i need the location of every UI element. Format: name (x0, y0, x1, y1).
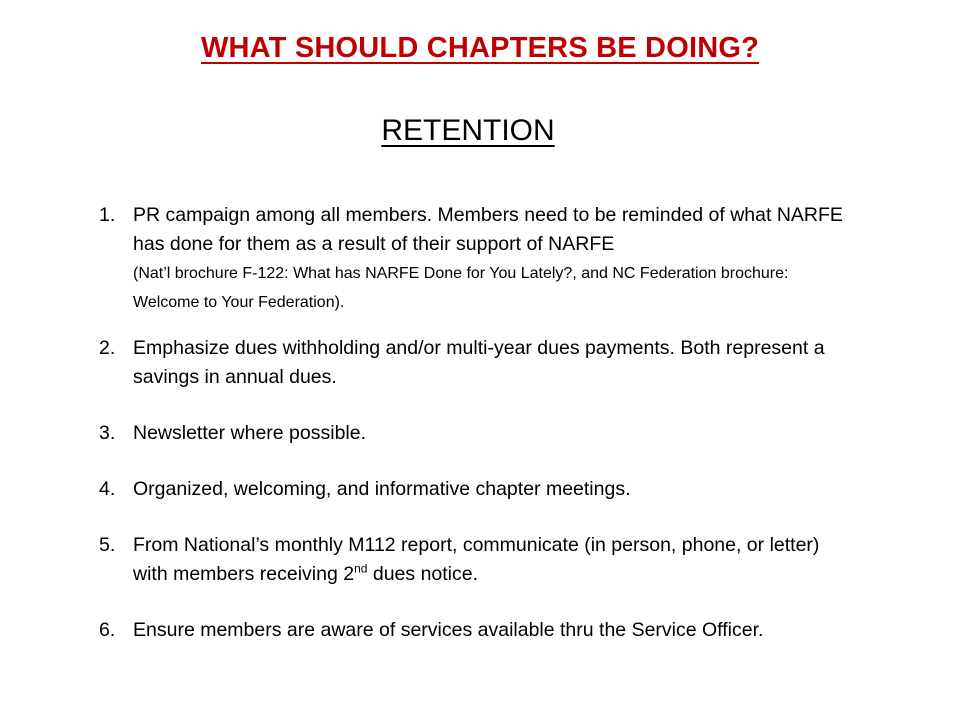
list-item (99, 616, 859, 645)
list-item (99, 531, 859, 589)
list-item-text: Ensure members are aware of services available thru the Service Officer. (133, 619, 764, 641)
list-item-text: From National’s monthly M112 report, communicate (in person, phone, or letter) with members receiving 2 (133, 534, 820, 585)
list-item-text: PR campaign among all members. Members need to be reminded of what NARFE has done for them as a result of their support of NARFE (133, 204, 843, 255)
list-item (99, 201, 859, 317)
retention-list (99, 201, 859, 645)
list-item-note: (Nat’l brochure F-122: What has NARFE Done for You Lately?, and NC Federation brochure: Welcome to Your Federation). (133, 265, 789, 311)
ordinal-superscript: nd (354, 561, 368, 576)
list-item (99, 475, 859, 504)
list-item-number: 3. (99, 422, 116, 444)
list-item (99, 334, 859, 392)
list-item-text-continued: dues notice. (367, 563, 479, 585)
list-item-number: 6. (99, 619, 116, 641)
list-item-number: 5. (99, 534, 116, 556)
slide-title: WHAT SHOULD CHAPTERS BE DOING? (200, 32, 760, 64)
slide-subtitle: RETENTION (381, 114, 555, 147)
list-item (99, 419, 859, 448)
list-item-text: Organized, welcoming, and informative chapter meetings. (133, 478, 631, 500)
list-item-text: Emphasize dues withholding and/or multi-year dues payments. Both represent a savings in annual dues. (133, 337, 825, 388)
list-item-number: 1. (99, 204, 116, 226)
list-item-number: 4. (99, 478, 116, 500)
list-item-number: 2. (99, 337, 116, 359)
list-item-text: Newsletter where possible. (133, 422, 367, 444)
